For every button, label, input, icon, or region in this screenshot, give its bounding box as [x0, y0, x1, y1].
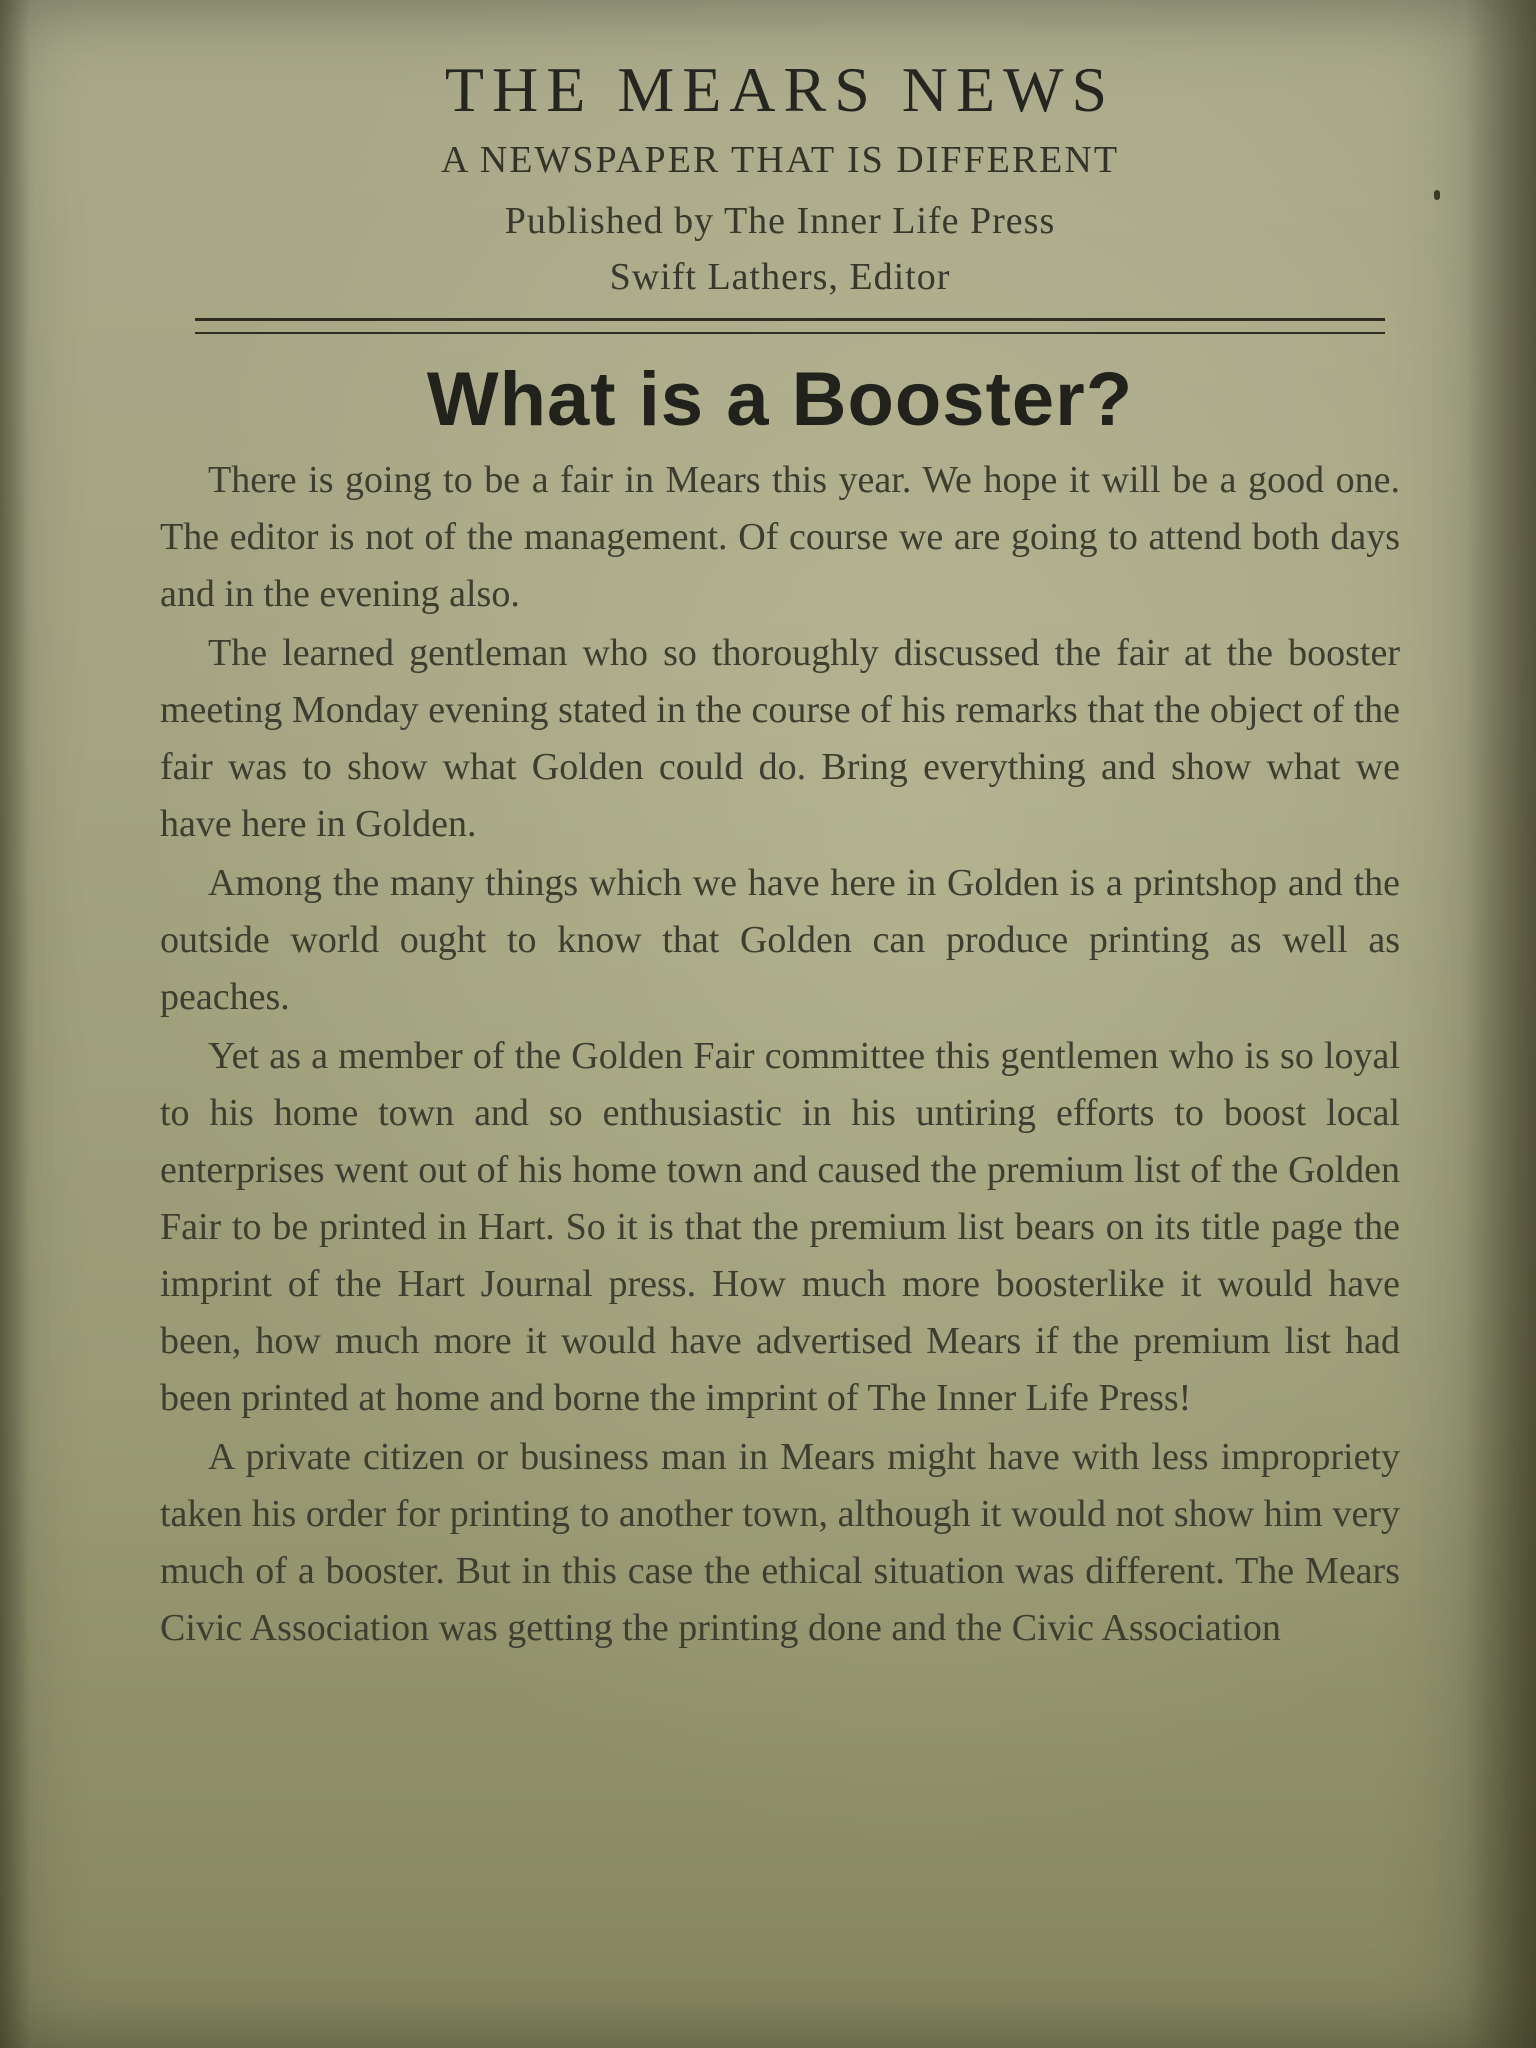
- editor-line: Swift Lathers, Editor: [609, 256, 951, 298]
- paper-speck: [1434, 190, 1440, 200]
- publisher-line: Published by The Inner Life Press: [504, 200, 1056, 242]
- newspaper-title: THE MEARS NEWS: [444, 54, 1116, 125]
- page-shadow-left: [0, 0, 30, 2048]
- article-body: [160, 452, 1400, 1659]
- article-paragraph: The learned gentleman who so thoroughly discussed the fair at the booster meeting Monday evening stated in the course of his remarks that the object of the fair was to show what Golden could do. Bring everything and show what we have here in Golden.: [160, 632, 1400, 845]
- article-paragraph: A private citizen or business man in Mears might have with less impropriety taken his order for printing to another town, although it would not show him very much of a booster. But in this case the ethical situation was different. The Mears Civic Association was getting the printing done and the Civic Association: [160, 1436, 1400, 1649]
- article-paragraph: Yet as a member of the Golden Fair committee this gentlemen who is so loyal to his home town and so enthusiastic in his untiring efforts to boost local enterprises went out of his home town and caused the premium list of the Golden Fair to be printed in Hart. So it is that the premium list bears on its title page the imprint of the Hart Journal press. How much more boosterlike it would have been, how much more it would have advertised Mears if the premium list had been printed at home and borne the imprint of The Inner Life Press!: [160, 1035, 1400, 1419]
- masthead-rule-bottom: [195, 332, 1385, 334]
- newspaper-tagline: A NEWSPAPER THAT IS DIFFERENT: [440, 139, 1120, 181]
- article-headline: What is a Booster?: [426, 357, 1134, 442]
- article-paragraph: There is going to be a fair in Mears this year. We hope it will be a good one. The editor is not of the management. Of course we are going to attend both days and in the evening also.: [160, 459, 1400, 615]
- masthead-rule-top: [195, 318, 1385, 321]
- page-shadow-right: [1466, 0, 1536, 2048]
- article-paragraph: Among the many things which we have here in Golden is a printshop and the outside world ought to know that Golden can produce printing as well as peaches.: [160, 862, 1400, 1018]
- masthead: [180, 45, 1380, 305]
